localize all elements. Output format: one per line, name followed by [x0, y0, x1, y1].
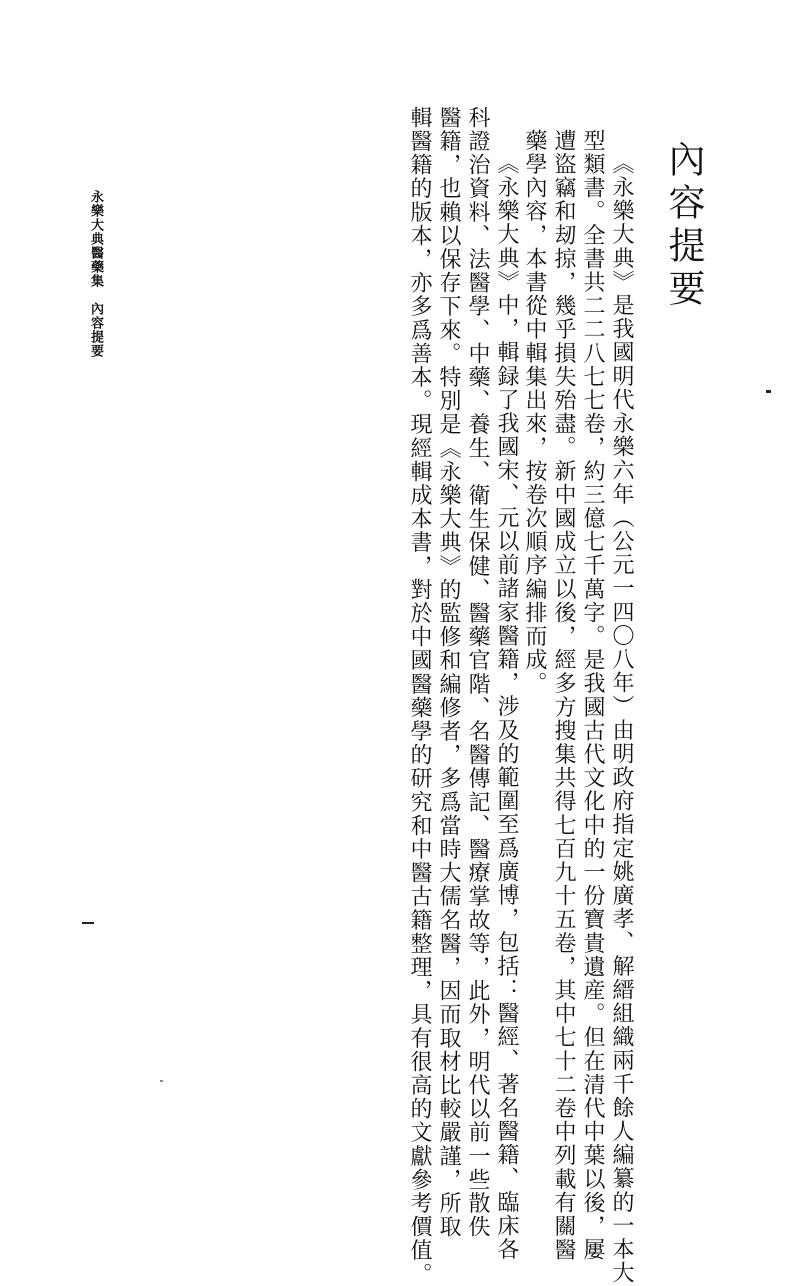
- text-line: 醫籍，也賴以保存下來。特別是《永樂大典》的監修和編修者，多爲當時大儒名醫，因而取材比較嚴謹，所取: [436, 106, 461, 1239]
- scan-speck: [160, 1080, 163, 1082]
- text-line: 型類書。全書共二二八七七卷，約三億七千萬字。是我國古代文化中的一份寶貴遺産。但在清代中葉以後，屢: [580, 129, 605, 1262]
- text-line: 輯醫籍的版本，亦多爲善本。現經輯成本書，對於中國醫藥學的研究和中醫古籍整理，具有很高的文獻參考價值。: [407, 106, 432, 1286]
- page-title: 內容提要: [662, 140, 705, 312]
- text-line: 科證治資料、法醫學、中藥、養生、衛生保健、醫藥官階、名醫傳記、醫療掌故等，此外，明代以前一些散佚: [465, 106, 490, 1239]
- text-line: 遭盜竊和刼掠，幾乎損失殆盡。新中國成立以後，經多方搜集共得七百九十五卷，其中七十二卷中列載有關醫: [551, 129, 576, 1262]
- text-line: 《永樂大典》是我國明代永樂六年（公元一四〇八年）由明政府指定姚廣孝、解縉組織兩千餘人編纂的一本大: [609, 152, 634, 1285]
- running-head: 永樂大典醫藥集 內容提要: [88, 190, 103, 358]
- scan-speck: [766, 390, 771, 393]
- page-number-mark: [82, 922, 94, 924]
- text-line: 《永樂大典》中，輯録了我國宋、元以前諸家醫籍，涉及的範圍至爲廣博，包括：醫經、著名醫籍、臨床各: [494, 152, 519, 1262]
- text-line: 藥學內容，本書從中輯集出來，按卷次順序編排而成。: [522, 129, 547, 696]
